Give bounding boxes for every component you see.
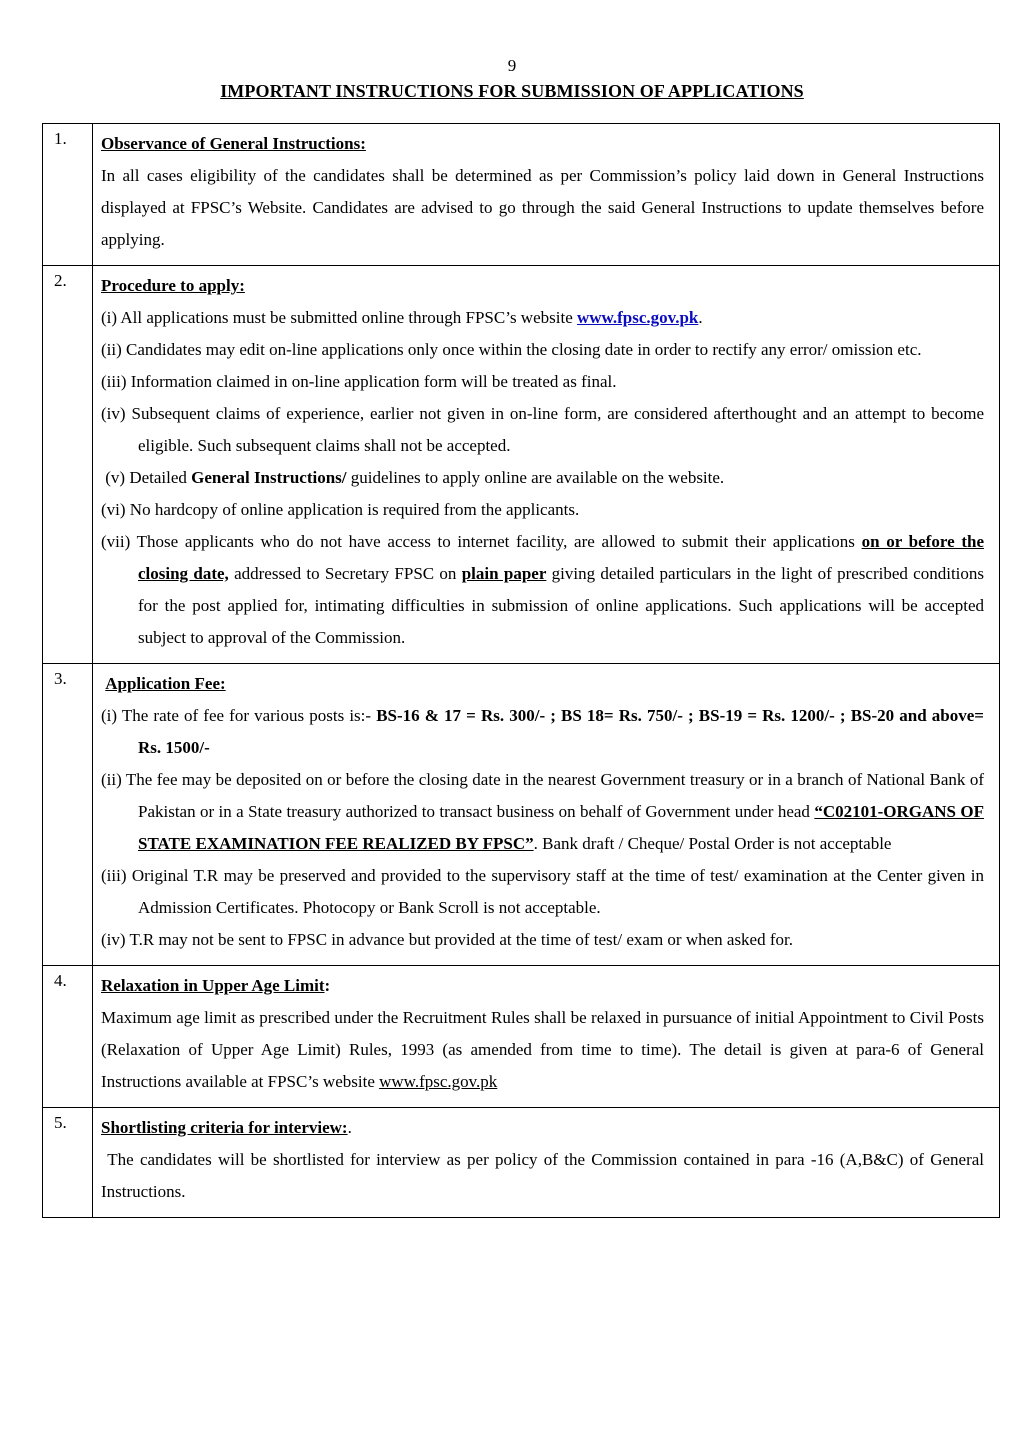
instructions-table-body [43,124,1000,1218]
text-run: plain paper [461,564,547,583]
text-run: (vi) No hardcopy of online application is required from the applicants. [101,500,580,519]
row-number: 5. [43,1108,93,1218]
row-content [93,124,1000,266]
page-number: 9 [507,56,517,75]
text-run: . [698,308,703,327]
table-row [43,124,1000,266]
row-content [93,1108,1000,1218]
text-run: guidelines to apply online are available on the website. [346,468,725,487]
text-run: on or before the closing date, [138,532,984,583]
text-run: Procedure to apply: [101,276,245,295]
list-item [101,302,984,334]
section-heading [101,128,984,160]
text-run: The candidates will be shortlisted for interview as per policy of the Commission contained in para -16 (A,B&C) of General Instructions. [101,1150,984,1201]
list-item [101,700,984,764]
row-content [93,966,1000,1108]
text-run: (iii) Information claimed in on-line application form will be treated as final. [101,372,617,391]
text-run: addressed to Secretary FPSC on [228,564,462,583]
table-row [43,966,1000,1108]
row-number: 2. [43,266,93,664]
list-item [101,334,984,366]
section-heading [101,668,984,700]
section-heading [101,1112,984,1144]
text-run: . Bank draft / Cheque/ Postal Order is not acceptable [533,834,892,853]
text-run: Observance of General Instructions: [101,134,366,153]
paragraph [101,160,984,256]
text-run: BS-16 & 17 = Rs. 300/- ; BS 18= Rs. 750/- ; BS-19 = Rs. 1200/- ; BS-20 and above= Rs. 1500/- [138,706,984,757]
text-run: (i) The rate of fee for various posts is:- [101,706,377,725]
instructions-table [42,123,1000,1218]
list-item [101,764,984,860]
list-item [101,398,984,462]
text-run: (iii) Original T.R may be preserved and provided to the supervisory staff at the time of test/ examination at the Center given in Admission Certificates. Photocopy or Bank Scroll is not acceptable. [101,866,984,917]
text-run: General Instructions/ [191,468,347,487]
section-heading [101,970,984,1002]
row-number: 4. [43,966,93,1108]
text-run: “C02101-ORGANS OF STATE EXAMINATION FEE REALIZED BY FPSC” [138,802,984,853]
text-run: (ii) Candidates may edit on-line applications only once within the closing date in order to rectify any error/ omission etc. [101,340,922,359]
table-row [43,664,1000,966]
text-run: Application Fee: [105,674,226,693]
list-item [101,366,984,398]
section-heading [101,270,984,302]
text-run: In all cases eligibility of the candidates shall be determined as per Commission’s policy laid down in General Instructions displayed at FPSC’s Website. Candidates are advised to go through the said General Instructions to update themselves before applying. [101,166,984,249]
list-item [101,462,984,494]
fpsc-website-link[interactable]: www.fpsc.gov.pk [379,1072,498,1091]
text-run: (ii) The fee may be deposited on or before the closing date in the nearest Government treasury or in a branch of National Bank of Pakistan or in a State treasury authorized to transact business on behalf of Government under head [101,770,984,821]
fpsc-website-link[interactable]: www.fpsc.gov.pk [576,308,699,327]
text-run: : [324,976,331,995]
paragraph [101,1144,984,1208]
list-item [101,494,984,526]
row-number: 3. [43,664,93,966]
row-content [93,266,1000,664]
text-run: Shortlisting criteria for interview: [101,1118,348,1137]
text-run: Relaxation in Upper Age Limit [101,976,325,995]
table-row [43,1108,1000,1218]
text-run: (vii) Those applicants who do not have access to internet facility, are allowed to submit their applications [101,532,862,551]
row-content [93,664,1000,966]
text-run: (v) Detailed [101,468,192,487]
text-run: giving detailed particulars in the light of prescribed conditions for the post applied for, intimating difficulties in submission of online applications. Such applications will be accepted subject to approval of the Commission. [138,564,985,647]
text-run: Maximum age limit as prescribed under the Recruitment Rules shall be relaxed in pursuance of initial Appointment to Civil Posts (Relaxation of Upper Age Limit) Rules, 1993 (as amended from time to time). The detail is given at para-6 of General Instructions available at FPSC’s website [101,1008,984,1091]
list-item [101,526,984,654]
text-run: (i) All applications must be submitted online through FPSC’s website [101,308,577,327]
table-row [43,266,1000,664]
paragraph [101,1002,984,1098]
list-item [101,860,984,924]
text-run: (iv) T.R may not be sent to FPSC in advance but provided at the time of test/ exam or when asked for. [101,930,793,949]
text-run: (iv) Subsequent claims of experience, earlier not given in on-line form, are considered afterthought and an attempt to become eligible. Such subsequent claims shall not be accepted. [101,404,984,455]
text-run: . [347,1118,352,1137]
row-number: 1. [43,124,93,266]
list-item [101,924,984,956]
page-title: IMPORTANT INSTRUCTIONS FOR SUBMISSION OF APPLICATIONS [220,81,804,101]
